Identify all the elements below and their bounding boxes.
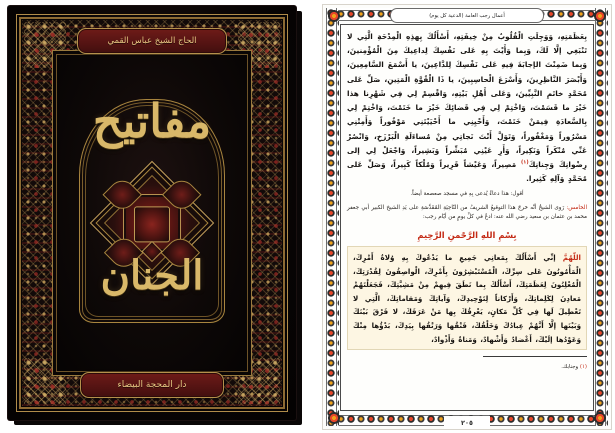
rosette-icon-bottom-left xyxy=(327,411,341,425)
basmala-line: بِسْمِ اللهِ الرَّحْمنِ الرَّحِيمِ xyxy=(417,229,517,240)
book-cover xyxy=(8,6,304,426)
section-label: الخامس: xyxy=(566,204,587,211)
highlighted-dua-box xyxy=(347,246,587,350)
footnote-number: (١) xyxy=(579,363,587,370)
rosette-icon-bottom-right xyxy=(593,411,607,425)
footnote-separator xyxy=(483,356,587,357)
main-paragraph-continued: مَصِيراً، وَعَيْشاً قَرِيراً وَمُلْكاً كَبِيراً، وَصَلِّ عَلى مُحَمَّدٍ وَآلِهِ كَثِيرا. xyxy=(347,159,587,184)
cover-title-line1: مفاتيح xyxy=(92,94,212,148)
author-plaque xyxy=(77,28,227,54)
ornament-band-right xyxy=(595,8,608,426)
dua-opening-word: اللّهُمَّ xyxy=(562,252,581,262)
footnote xyxy=(347,363,587,371)
publisher-name: دار المحجة البيضاء xyxy=(117,379,187,390)
section-paragraph xyxy=(347,204,587,223)
printed-page xyxy=(322,4,610,428)
publisher-plaque xyxy=(80,372,224,398)
running-head-text: أعمال رجب العامة (الدعية كل يوم) xyxy=(429,12,505,19)
medallion-core xyxy=(134,206,170,242)
author-name: الحاج الشيخ عباس القمي xyxy=(107,35,197,46)
rosette-icon-top-left xyxy=(327,9,341,23)
page-sheet xyxy=(322,4,612,430)
rosette-icon-top-right xyxy=(593,9,607,23)
page-text-column xyxy=(340,24,594,411)
cover-title-line2: الجنان xyxy=(100,252,204,299)
book-cover-front xyxy=(8,6,296,420)
dua-body: إنِّي أَسْأَلُكَ بِمَعانِي جَمِيعِ ما يَدْعُوكَ بِهِ وُلاةُ أَمْرِكَ، الْمَأْمُونُونَ عَلى سِرِّكَ، الْمُسْتَبْشِرُونَ بِأَمْرِكَ، الْواصِفُونَ لِقُدْرَتِكَ، الْمُعْلِنُونَ لِعَظَمَتِكَ، أَسْأَلُكَ بِما نَطَقَ فِيهِمْ مِنْ مَشِيَّتِكَ، فَجَعَلْتَهُمْ مَعادِنَ لِكَلِماتِكَ، وَأَرْكاناً لِتَوْحِيدِكَ، وَآياتِكَ وَمَقاماتِكَ، الَّتِي لا تَعْطِيلَ لَها فِي كُلِّ مَكانٍ، يَعْرِفُكَ بِها مَنْ عَرَفَكَ، لا فَرْقَ بَيْنَكَ وَبَيْنَها إلَّا أَنَّهُمْ عِبادُكَ وَخَلْقُكَ، فَتْقُها وَرَتْقُها بِيَدِكَ، بَدْؤُها مِنْكَ وَعَوْدُها إلَيْكَ، أَعْضادٌ وَأَشْهادٌ، وَمَناةٌ وَأَذْوادٌ، xyxy=(353,252,581,344)
aqul-note: أقول: هذا دعاءٌ يُدعى بِهِ في مسجد صعصعة أيضاً. xyxy=(410,191,524,198)
section-body: رَوى الشيخُ أنَّه خرجَ هذا التوقيعُ الشريفُ من النّاحِيَةِ المُقَدَّسَةِ على يَدِ الشيخ الكبير أبي جعفر محمد بن عثمان بن سعيد رضي الله عنه: ادعُ في كلِّ يومٍ من أيّام رجب: xyxy=(347,204,587,221)
main-paragraph-text: بِعَظَمَتِهِ، وَوَجِلَتِ الْقُلُوبُ مِنْ خِيفَتِهِ، أَسْأَلُكَ بِهذِهِ الْمِدْحَةِ الَّتِي لا تَنْبَغِي إلَّا لَكَ، وَبِما وَأَيْتَ بِهِ عَلى نَفْسِكَ لِداعِيكَ مِنَ الْمُؤْمِنينَ، وَبِما ضَمِنْتَ الإجابَةَ فِيهِ عَلى نَفْسِكَ لِلدَّاعِينَ، يا أَسْمَعَ السَّامِعِينَ، وَأَبْصَرَ النَّاظِرِينَ، وَأَسْرَعَ الْحاسِبِينَ، يا ذَا الْقُوَّةِ الْمَتِينِ، صَلِّ عَلى مُحَمَّدٍ خاتَمِ النَّبِيِّينَ، وَعَلى أَهْلِ بَيْتِهِ، وَاقْسِمْ لِي فِي شَهْرِنا هذا خَيْرَ ما قَسَمْتَ، وَاخْتِمْ لِي فِي قَضائِكَ خَيْرَ ما خَتَمْتَ، وَاخْتِمْ لِي بِالسَّعادَةِ فِيمَنْ خَتَمْتَ، وَأَحْيِنِي ما أَحْيَيْتَنِي مَوْفُوراً وَأَمِتْنِي مَسْرُوراً وَمَغْفُوراً، وَتَوَلَّ أَنْتَ نَجاتِي مِنْ مُساءَلَةِ الْبَرْزَخِ، وَانْصُرْ عَنِّي مُنْكَراً وَنَكِيراً، وَأَرِ عَيْنِي مُبَشِّراً وَبَشِيراً، وَاجْعَلْ لِي إلى رِضْوانِكَ وَجِنانِكَ xyxy=(347,32,587,169)
highlighted-dua xyxy=(353,251,581,346)
main-paragraph xyxy=(347,30,587,186)
page-number-badge xyxy=(444,416,490,430)
footnote-text: وجنابك. xyxy=(561,363,579,370)
ornament-band-left xyxy=(326,8,339,426)
footnote-marker: (١) xyxy=(520,159,529,166)
running-head-cartouche xyxy=(390,8,544,23)
page-number: ٢٠٥ xyxy=(461,419,473,427)
